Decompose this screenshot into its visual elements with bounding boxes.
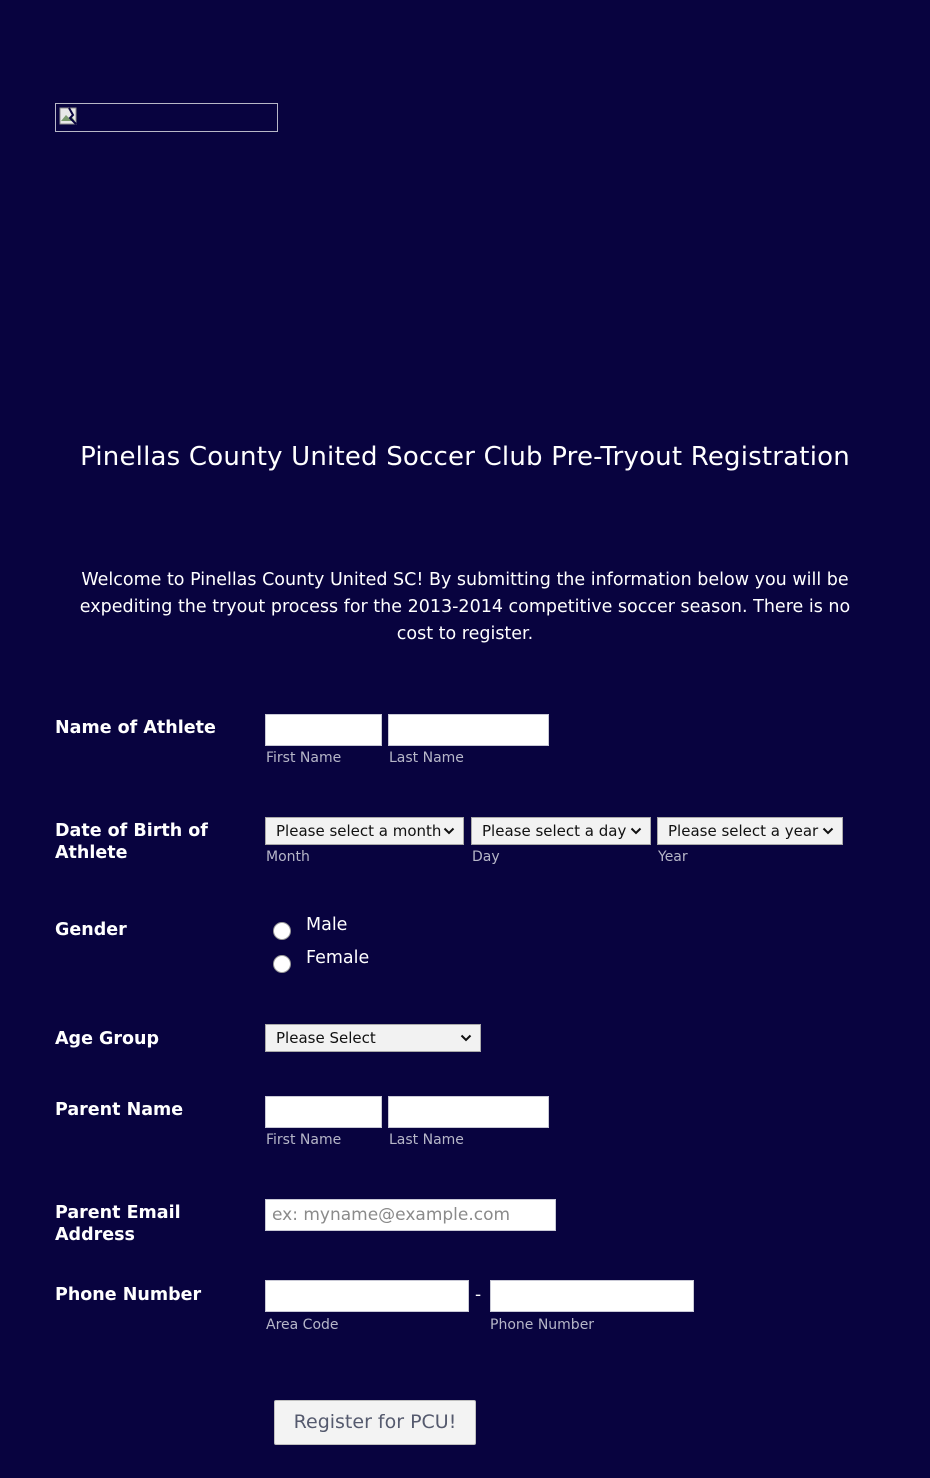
- gender-male-radio[interactable]: [273, 922, 291, 940]
- phone-area-code-input[interactable]: [265, 1280, 469, 1312]
- dob-year-sublabel: Year: [658, 849, 688, 865]
- parent-name-label: Parent Name: [55, 1100, 184, 1120]
- athlete-name-label: Name of Athlete: [55, 718, 216, 738]
- chevron-down-icon: [630, 825, 642, 837]
- age-group-label: Age Group: [55, 1029, 160, 1049]
- dob-day-select[interactable]: [471, 817, 651, 845]
- parent-email-label: Parent Email Address: [55, 1203, 181, 1245]
- parent-last-name-input[interactable]: [388, 1096, 549, 1128]
- parent-email-input[interactable]: [265, 1199, 556, 1231]
- chevron-down-icon: [443, 825, 455, 837]
- dob-year-select[interactable]: [657, 817, 843, 845]
- dob-year-value: Please select a year: [668, 822, 819, 840]
- phone-separator: -: [475, 1285, 482, 1305]
- athlete-last-name-input[interactable]: [388, 714, 549, 746]
- gender-male-label[interactable]: Male: [306, 915, 348, 935]
- chevron-down-icon: [460, 1032, 472, 1044]
- dob-month-value: Please select a month: [276, 822, 442, 840]
- athlete-last-name-sublabel: Last Name: [389, 750, 464, 766]
- broken-image-icon: [59, 107, 77, 125]
- gender-label: Gender: [55, 920, 127, 940]
- parent-first-name-input[interactable]: [265, 1096, 382, 1128]
- phone-number-input[interactable]: [490, 1280, 694, 1312]
- gender-female-label[interactable]: Female: [306, 948, 370, 968]
- intro-text: Welcome to Pinellas County United SC! By submitting the information below you will be expediting the tryout process for the 2013-2014 competitive soccer season. There is no cost to register.: [79, 570, 851, 644]
- dob-month-select[interactable]: [265, 817, 464, 845]
- club-logo: [55, 103, 278, 132]
- dob-label: Date of Birth of Athlete: [55, 821, 208, 863]
- parent-last-name-sublabel: Last Name: [389, 1132, 464, 1148]
- dob-day-sublabel: Day: [472, 849, 500, 865]
- athlete-first-name-sublabel: First Name: [266, 750, 342, 766]
- gender-female-radio[interactable]: [273, 955, 291, 973]
- athlete-first-name-input[interactable]: [265, 714, 382, 746]
- register-button[interactable]: Register for PCU!: [274, 1400, 476, 1445]
- dob-month-sublabel: Month: [266, 849, 310, 865]
- dob-day-value: Please select a day: [482, 822, 627, 840]
- phone-label: Phone Number: [55, 1285, 202, 1305]
- chevron-down-icon: [822, 825, 834, 837]
- age-group-value: Please Select: [276, 1029, 376, 1047]
- age-group-select[interactable]: [265, 1024, 481, 1052]
- phone-number-sublabel: Phone Number: [490, 1317, 595, 1333]
- page-title: Pinellas County United Soccer Club Pre-Tryout Registration: [80, 442, 850, 472]
- phone-area-code-sublabel: Area Code: [266, 1317, 339, 1333]
- parent-first-name-sublabel: First Name: [266, 1132, 342, 1148]
